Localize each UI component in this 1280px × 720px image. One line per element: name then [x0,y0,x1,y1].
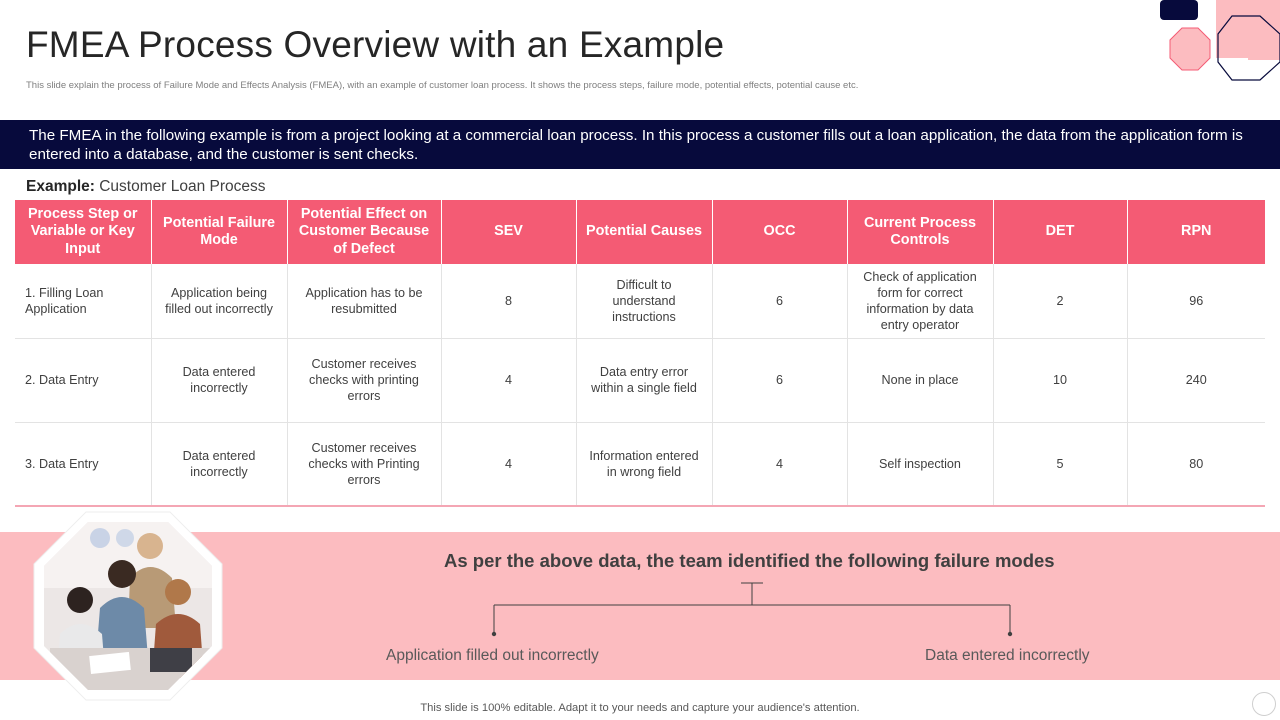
intro-banner: The FMEA in the following example is from a project looking at a commercial loan process. In this process a customer fills out a loan application, the data from the application form is entered into a database, and the customer is sent checks. [0,120,1280,169]
cell-potential-effect: Customer receives checks with Printing errors [287,422,441,506]
corner-circle-icon [1252,692,1276,716]
cell-failure-mode: Data entered incorrectly [151,338,287,422]
fmea-table [15,200,1265,507]
cell-rpn: 240 [1127,338,1265,422]
cell-failure-mode: Data entered incorrectly [151,422,287,506]
footer-note: This slide is 100% editable. Adapt it to your needs and capture your audience's attention. [420,702,860,714]
cell-potential-effect: Customer receives checks with printing errors [287,338,441,422]
failure-mode-right: Data entered incorrectly [925,647,1090,664]
cell-process-controls: Check of application form for correct information by data entry operator [847,264,993,338]
cell-potential-causes: Difficult to understand instructions [576,264,712,338]
page-subtitle: This slide explain the process of Failure Mode and Effects Analysis (FMEA), with an example of customer loan process. It shows the process steps, failure mode, potential effects, potential cause etc. [26,80,859,91]
example-label: Example: [26,178,95,195]
cell-sev: 4 [441,422,576,506]
team-meeting-photo [30,508,226,704]
header-occ: OCC [712,200,847,264]
summary-heading: As per the above data, the team identified the following failure modes [444,550,1055,571]
cell-det: 10 [993,338,1127,422]
example-line [26,178,266,196]
example-value: Customer Loan Process [99,178,266,195]
header-det: DET [993,200,1127,264]
header-process-step: Process Step or Variable or Key Input [15,200,151,264]
header-failure-mode: Potential Failure Mode [151,200,287,264]
cell-process-controls: Self inspection [847,422,993,506]
cell-sev: 8 [441,264,576,338]
cell-rpn: 80 [1127,422,1265,506]
header-sev: SEV [441,200,576,264]
cell-rpn: 96 [1127,264,1265,338]
cell-process-controls: None in place [847,338,993,422]
cell-potential-effect: Application has to be resubmitted [287,264,441,338]
page-title: FMEA Process Overview with an Example [26,24,725,65]
connector-tree [480,580,1025,640]
header-potential-causes: Potential Causes [576,200,712,264]
cell-sev: 4 [441,338,576,422]
header-process-controls: Current Process Controls [847,200,993,264]
cell-det: 5 [993,422,1127,506]
cell-process-step: 2. Data Entry [15,338,151,422]
table-row [15,338,1265,422]
cell-failure-mode: Application being filled out incorrectly [151,264,287,338]
header-potential-effect: Potential Effect on Customer Because of Defect [287,200,441,264]
cell-occ: 6 [712,264,847,338]
table-row [15,422,1265,506]
hexagon-decoration [1160,0,1280,90]
cell-occ: 4 [712,422,847,506]
cell-potential-causes: Information entered in wrong field [576,422,712,506]
failure-mode-left: Application filled out incorrectly [386,647,599,664]
header-rpn: RPN [1127,200,1265,264]
cell-occ: 6 [712,338,847,422]
cell-process-step: 1. Filling Loan Application [15,264,151,338]
table-row [15,264,1265,338]
cell-det: 2 [993,264,1127,338]
table-header-row [15,200,1265,264]
cell-process-step: 3. Data Entry [15,422,151,506]
cell-potential-causes: Data entry error within a single field [576,338,712,422]
